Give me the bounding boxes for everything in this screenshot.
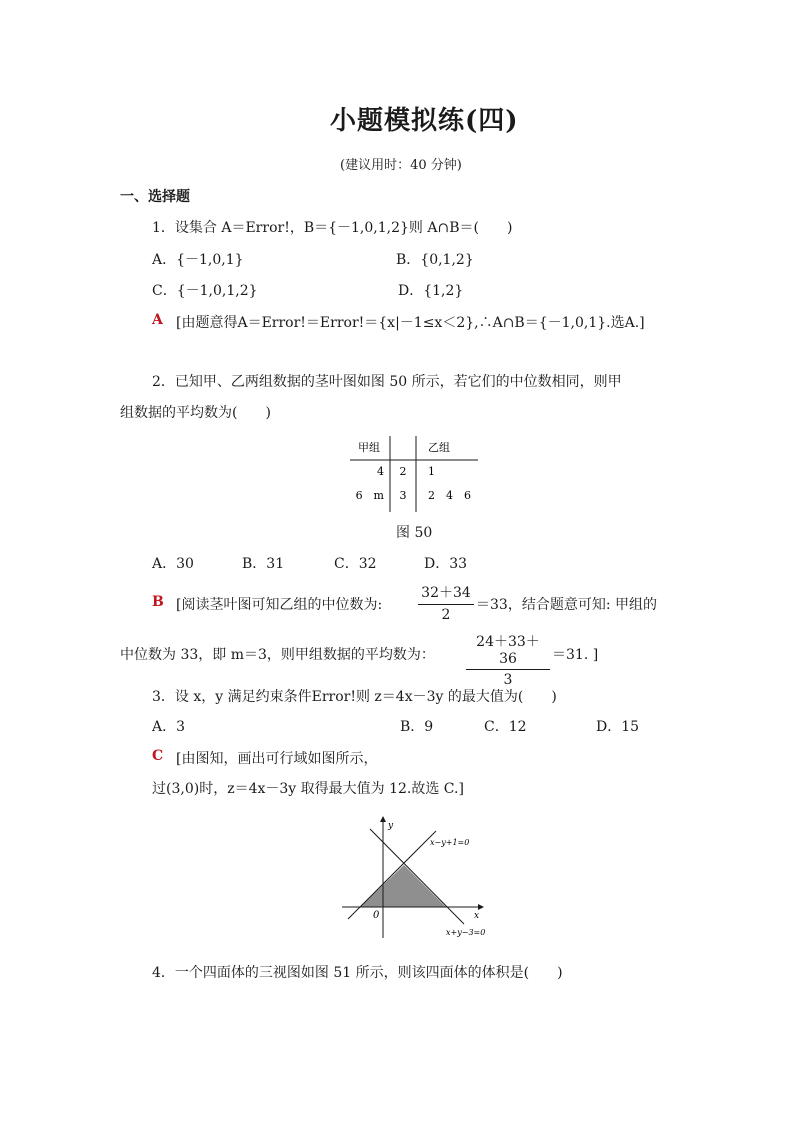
q1-option-a: A．{－1,0,1} [152, 252, 244, 268]
stem-leaf-row2-right: 2 4 6 [428, 489, 471, 502]
q1-option-d: D．{1,2} [398, 283, 464, 299]
q1-option-b: B．{0,1,2} [396, 252, 474, 268]
line2-label: x+y−3=0 [446, 928, 486, 937]
fraction-median-bar [418, 604, 474, 605]
q1-answer: A [152, 312, 163, 328]
q2-option-c: C．32 [334, 556, 377, 572]
q3-option-b: B．9 [400, 719, 434, 735]
q2-stem-line1: 2．已知甲、乙两组数据的茎叶图如图 50 所示，若它们的中位数相同，则甲 [152, 374, 622, 390]
stem-leaf-header-left: 甲组 [358, 441, 380, 454]
stem-leaf-row2-left: 6 m [355, 489, 384, 502]
y-axis-label: y [388, 821, 394, 831]
q4-stem: 4．一个四面体的三视图如图 51 所示，则该四面体的体积是( ) [152, 965, 563, 981]
fraction-mean-numerator: 24＋33＋36 [476, 634, 540, 667]
section-heading: 一、选择题 [120, 189, 190, 205]
q2-answer: B [152, 594, 164, 610]
q3-option-a: A．3 [152, 719, 186, 735]
q3-stem: 3．设 x，y 满足约束条件Error!则 z＝4x－3y 的最大值为( ) [152, 689, 557, 705]
fraction-median-denominator: 2 [441, 607, 451, 623]
q2-option-b: B．31 [242, 556, 285, 572]
stem-leaf-header-right: 乙组 [428, 441, 450, 454]
q3-explanation-line2: 过(3,0)时，z＝4x－3y 取得最大值为 12.故选 C.] [152, 781, 464, 797]
q2-explanation-line2: 中位数为 33，即 m＝3，则甲组数据的平均数为： [120, 647, 435, 663]
q2-option-d: D．33 [424, 556, 468, 572]
q2-stem-line2: 组数据的平均数为( ) [120, 405, 271, 421]
fraction-median [418, 582, 474, 623]
figure-50-caption: 图 50 [396, 525, 433, 541]
x-axis-arrow [478, 904, 484, 910]
stem-leaf-row1-right: 1 [428, 465, 435, 478]
stem-leaf-figure [346, 432, 482, 516]
stem-leaf-row1-stem: 2 [399, 465, 407, 478]
feasible-region [360, 865, 446, 907]
page-subtitle: (建议用时：40 分钟) [340, 158, 462, 173]
fraction-mean-bar [466, 669, 550, 670]
q2-explanation-part1: [阅读茎叶图可知乙组的中位数为: [176, 597, 383, 613]
q3-option-d: D．15 [596, 719, 640, 735]
stem-leaf-row1-left: 4 [377, 465, 384, 478]
q3-option-c: C．12 [484, 719, 527, 735]
q2-explanation-end: ＝31. ] [552, 647, 599, 663]
q1-option-c: C．{－1,0,1,2} [152, 283, 258, 299]
line1-label: x−y+1=0 [430, 838, 470, 847]
fraction-mean [466, 631, 550, 688]
q1-explanation: [由题意得A＝Error!＝Error!＝{x|－1≤x＜2},∴A∩B＝{－1,0,1}.选A.] [176, 315, 645, 331]
fraction-mean-denominator: 3 [503, 672, 513, 688]
q3-explanation-line1: [由图知，画出可行域如图所示， [176, 751, 378, 767]
q2-option-a: A．30 [152, 556, 194, 572]
stem-leaf-row2-stem: 3 [399, 489, 407, 502]
feasible-region-graph [340, 814, 500, 940]
origin-label: 0 [373, 910, 380, 921]
page-title: 小题模拟练(四) [330, 106, 519, 136]
y-axis-arrow [380, 816, 386, 822]
q1-stem: 1．设集合 A＝Error!，B＝{－1,0,1,2}则 A∩B＝( ) [152, 220, 513, 236]
q2-explanation-part2: ＝33，结合题意可知: 甲组的 [476, 597, 657, 613]
fraction-median-numerator: 32＋34 [421, 585, 471, 601]
x-axis-label: x [474, 911, 480, 921]
q3-answer: C [152, 748, 164, 764]
